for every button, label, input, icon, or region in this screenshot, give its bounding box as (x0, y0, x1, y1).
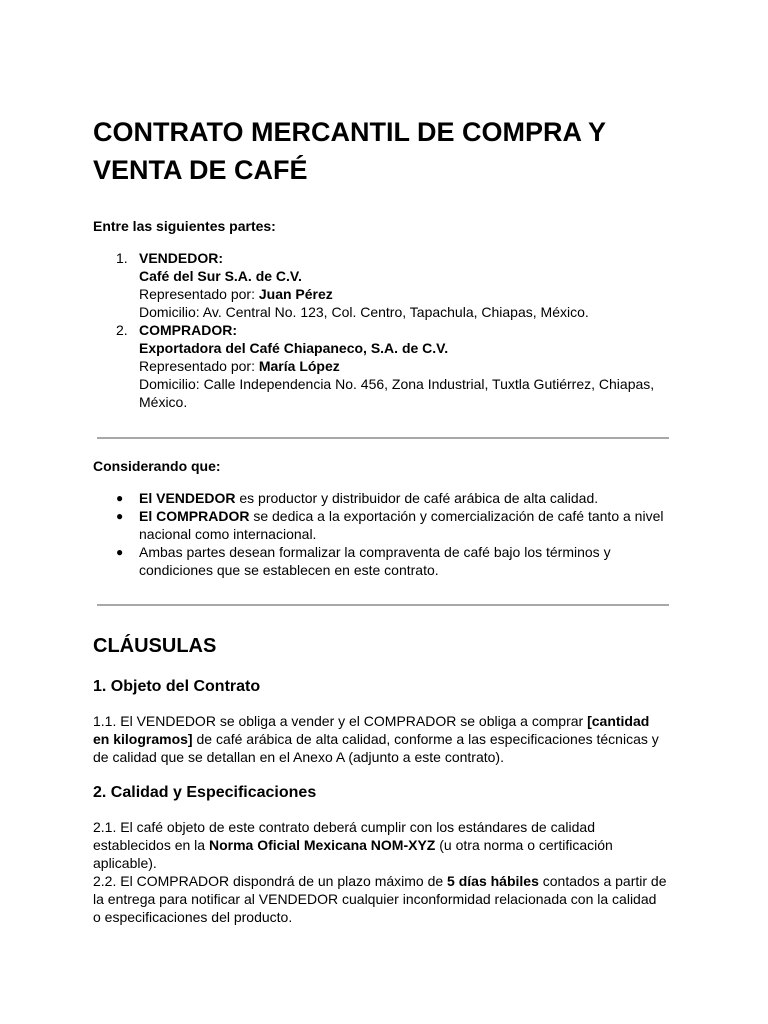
clause-text: la entrega para notificar al VENDEDOR cualquier inconformidad relacionada con la calidad (93, 891, 657, 907)
clause-text: 2.1. El café objeto de este contrato deberá cumplir con los estándares de calidad (93, 819, 595, 835)
clause-text: establecidos en la (93, 837, 209, 853)
clause-bold: 5 días hábiles (447, 873, 539, 889)
party-item-vendedor (93, 249, 675, 321)
party-number: 1. (116, 250, 128, 266)
considerando-list (93, 489, 675, 579)
considerando-text: es productor y distribuidor de café arábica de alta calidad. (235, 490, 599, 506)
clause-text: de calidad que se detallan en el Anexo A (adjunto a este contrato). (93, 749, 504, 765)
clause-bold: Norma Oficial Mexicana NOM-XYZ (208, 837, 436, 853)
party-address: Domicilio: Calle Independencia No. 456, Zona Industrial, Tuxtla Gutiérrez, Chiapas, (139, 376, 655, 392)
considerando-item (93, 543, 675, 579)
section-2-heading: 2. Calidad y Especificaciones (93, 784, 317, 801)
parties-intro: Entre las siguientes partes: (93, 218, 276, 234)
party-address: Domicilio: Av. Central No. 123, Col. Centro, Tapachula, Chiapas, México. (139, 304, 589, 320)
considerando-item (93, 507, 675, 543)
considerando-text-cont: condiciones que se establecen en este contrato. (139, 562, 439, 578)
clause-text: 2.2. El COMPRADOR dispondrá de un plazo máximo de (93, 873, 448, 889)
party-number: 2. (116, 322, 128, 338)
party-item-comprador (93, 321, 675, 411)
bullet-icon: ● (116, 509, 124, 523)
document-title (93, 113, 675, 189)
clause-text: de café arábica de alta calidad, conforme a las especificaciones técnicas y (192, 731, 659, 747)
clause-bold: en kilogramos] (93, 731, 193, 747)
considerando-bold: El COMPRADOR (139, 508, 250, 524)
clause-2-1 (93, 818, 675, 872)
document-body (93, 113, 675, 926)
party-role: VENDEDOR: (139, 250, 224, 266)
party-company: Exportadora del Café Chiapaneco, S.A. de C.V. (139, 340, 449, 356)
party-rep-label: Representado por: (139, 358, 255, 374)
party-rep-label: Representado por: (139, 286, 255, 302)
clause-text: contados a partir de (538, 873, 667, 889)
considerando-text: se dedica a la exportación y comercialización de café tanto a nivel (249, 508, 664, 524)
party-company: Café del Sur S.A. de C.V. (139, 268, 302, 284)
bullet-icon: ● (116, 545, 124, 559)
clause-bold: [cantidad (587, 713, 650, 729)
party-rep-name: Juan Pérez (258, 286, 333, 302)
section-1-heading: 1. Objeto del Contrato (93, 678, 261, 695)
clause-text: aplicable). (93, 855, 157, 871)
title-line-1: CONTRATO MERCANTIL DE COMPRA Y (93, 117, 607, 147)
considerando-bold: El VENDEDOR (139, 490, 236, 506)
considerando-text: Ambas partes desean formalizar la compraventa de café bajo los términos y (139, 544, 611, 560)
considerando-item (93, 489, 675, 507)
clause-text: 1.1. El VENDEDOR se obliga a vender y el COMPRADOR se obliga a comprar (93, 713, 588, 729)
parties-list (93, 249, 675, 411)
clausulas-heading: CLÁUSULAS (93, 635, 217, 657)
considerando-text-cont: nacional como internacional. (139, 526, 317, 542)
clause-2-2 (93, 872, 675, 926)
party-role: COMPRADOR: (139, 322, 237, 338)
clause-text: (u otra norma o certificación (435, 837, 613, 853)
bullet-icon: ● (116, 491, 124, 505)
title-line-2: VENTA DE CAFÉ (93, 155, 308, 185)
considerando-intro: Considerando que: (93, 458, 221, 474)
clause-1-1 (93, 712, 675, 766)
party-rep-name: María López (258, 358, 340, 374)
party-address-cont: México. (139, 394, 188, 410)
clause-text: o especificaciones del producto. (93, 909, 293, 925)
